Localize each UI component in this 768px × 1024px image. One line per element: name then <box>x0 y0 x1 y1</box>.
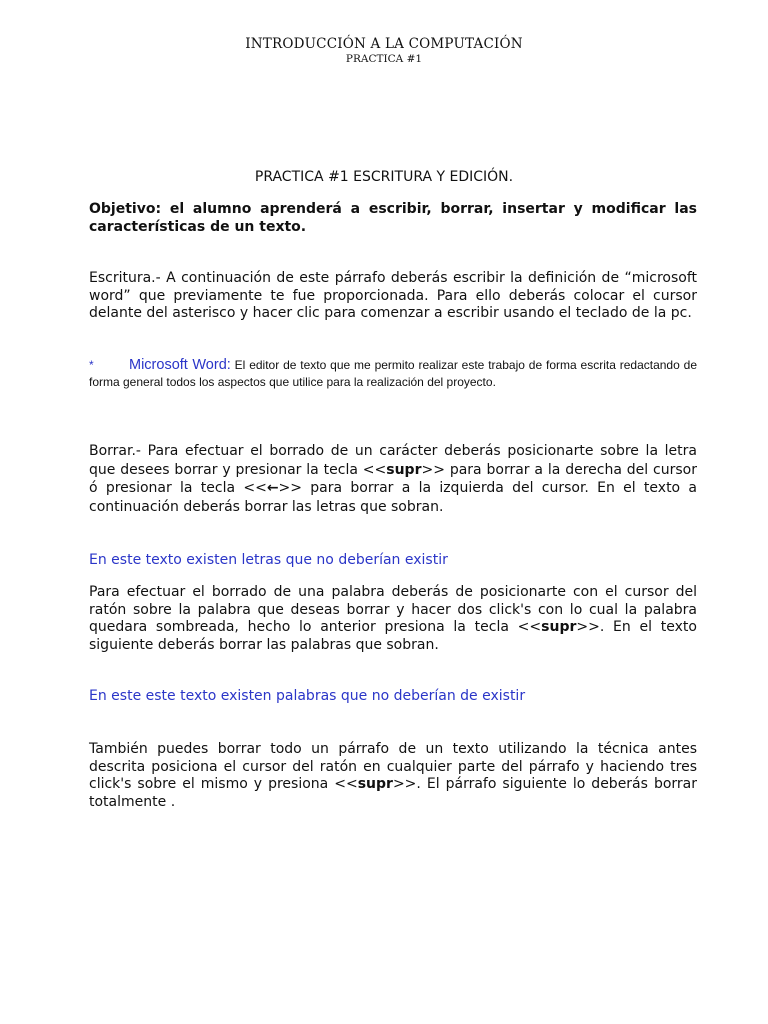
definition-block[interactable] <box>89 357 697 391</box>
borrar-paragraph <box>89 442 697 516</box>
supr-key: supr <box>357 776 393 792</box>
parrafo-block <box>89 741 697 811</box>
page-header <box>0 36 768 65</box>
parrafo-text-2: >>. El párrafo siguiente lo deberás borrar totalmente . <box>89 776 697 810</box>
palabra-paragraph <box>89 584 697 654</box>
supr-key: supr <box>386 461 422 478</box>
escritura-paragraph: Escritura.- A continuación de este párrafo deberás escribir la definición de “microsoft word” que previamente te fue proporcionada. Para ello deberás colocar el cursor delante del asterisco y hacer clic para comenzar a escribir usando el teclado de la pc. <box>89 270 697 321</box>
definition-text: El editor de texto que me permito realizar este trabajo de forma escrita redactando de forma general todos los aspectos que utilice para la realización del proyecto. <box>89 358 697 389</box>
palabra-block <box>89 584 697 654</box>
palabra-text-1: Para efectuar el borrado de una palabra deberás de posicionarte con el cursor del ratón sobre la palabra que deseas borrar y hacer dos click's con lo cual la palabra quedara sombreada, hecho lo anterior presiona la tecla << <box>89 584 697 635</box>
asterisk-bullet[interactable]: * <box>89 358 94 372</box>
example2-block[interactable] <box>89 688 697 706</box>
objective-block <box>89 201 697 236</box>
objective-paragraph: Objetivo: el alumno aprenderá a escribir, borrar, insertar y modificar las características de un texto. <box>89 201 697 235</box>
example1-block[interactable] <box>89 552 697 570</box>
escritura-block <box>89 270 697 323</box>
borrar-text-2: >> para borrar a la derecha del cursor ó presionar la tecla << <box>89 461 698 496</box>
definition-term: Microsoft Word: <box>129 357 231 373</box>
example-letters-text[interactable]: En este texto existen letras que no deberían existir <box>89 552 448 568</box>
borrar-block <box>89 442 697 516</box>
definition-paragraph[interactable] <box>89 357 697 391</box>
practice-heading: PRACTICA #1 ESCRITURA Y EDICIÓN. <box>254 169 514 185</box>
example-words-text[interactable]: En este este texto existen palabras que no deberían de existir <box>89 688 526 704</box>
palabra-text-2: >>. En el texto siguiente deberás borrar las palabras que sobran. <box>89 619 697 653</box>
parrafo-paragraph <box>89 741 697 811</box>
borrar-text-1: Borrar.- Para efectuar el borrado de un carácter deberás posicionarte sobre la letra que desees borrar y presionar la tecla << <box>89 443 697 478</box>
parrafo-text-1: También puedes borrar todo un párrafo de un texto utilizando la técnica antes descrita posiciona el cursor del ratón en cualquier parte del párrafo y haciendo tres click's sobre el mismo y presiona << <box>89 741 697 792</box>
header-title: INTRODUCCIÓN A LA COMPUTACIÓN <box>245 36 523 52</box>
supr-key: supr <box>541 619 577 635</box>
borrar-text-3: >> para borrar a la izquierda del cursor. En el texto a continuación deberás borrar las letras que sobran. <box>89 480 697 515</box>
header-subtitle: PRACTICA #1 <box>345 53 423 65</box>
backspace-arrow-icon: ← <box>266 480 279 496</box>
